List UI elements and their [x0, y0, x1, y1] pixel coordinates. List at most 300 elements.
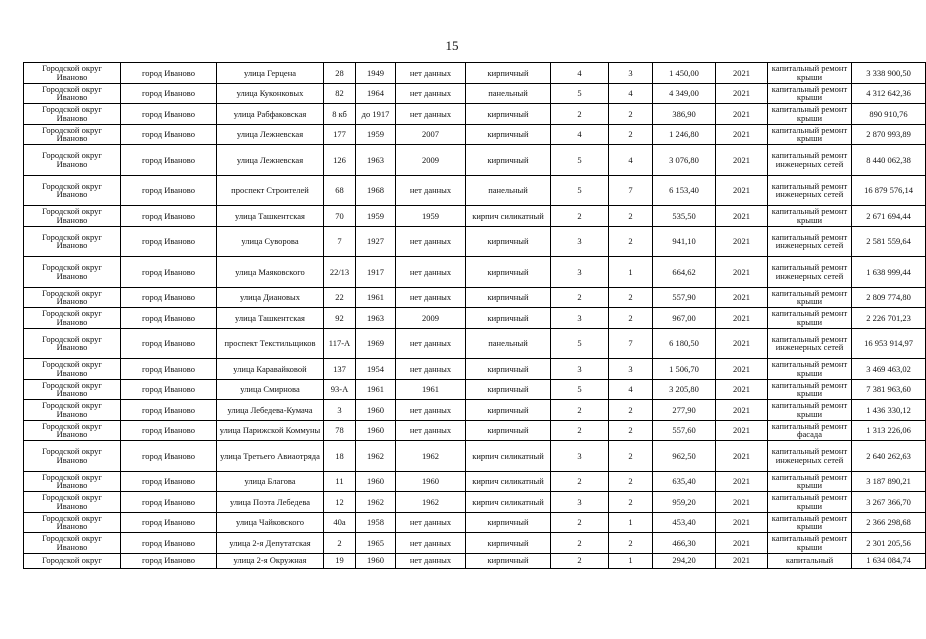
- area-cell: 1 450,00: [653, 63, 716, 84]
- area-cell: 3 205,80: [653, 379, 716, 400]
- street-cell: улица Диановых: [217, 287, 324, 308]
- house-number-cell: 7: [324, 226, 356, 257]
- house-number-cell: 8 кб: [324, 104, 356, 125]
- district-cell: Городской округ Иваново: [24, 420, 121, 441]
- house-number-cell: 70: [324, 206, 356, 227]
- wall-material-cell: кирпичный: [466, 400, 551, 421]
- plan-year-cell: 2021: [716, 533, 768, 554]
- city-cell: город Иваново: [121, 63, 217, 84]
- cost-cell: 2 301 205,56: [852, 533, 926, 554]
- district-cell: Городской округ Иваново: [24, 379, 121, 400]
- area-cell: 962,50: [653, 441, 716, 472]
- year-renovated-cell: 2007: [396, 124, 466, 145]
- street-cell: улица Лежневская: [217, 145, 324, 176]
- floors-cell: 5: [551, 175, 609, 206]
- wall-material-cell: кирпичный: [466, 379, 551, 400]
- year-built-cell: 1961: [356, 287, 396, 308]
- city-cell: город Иваново: [121, 379, 217, 400]
- table-row: [24, 63, 926, 84]
- house-number-cell: 78: [324, 420, 356, 441]
- plan-year-cell: 2021: [716, 400, 768, 421]
- work-type-cell: капитальный ремонт крыши: [768, 63, 852, 84]
- wall-material-cell: кирпичный: [466, 287, 551, 308]
- work-type-cell: капитальный ремонт инженерных сетей: [768, 226, 852, 257]
- entrances-cell: 2: [609, 308, 653, 329]
- year-renovated-cell: нет данных: [396, 175, 466, 206]
- house-number-cell: 137: [324, 359, 356, 380]
- street-cell: проспект Строителей: [217, 175, 324, 206]
- district-cell: Городской округ Иваново: [24, 124, 121, 145]
- wall-material-cell: кирпичный: [466, 512, 551, 533]
- wall-material-cell: кирпичный: [466, 257, 551, 288]
- house-number-cell: 93-А: [324, 379, 356, 400]
- year-built-cell: 1962: [356, 492, 396, 513]
- table-row: [24, 512, 926, 533]
- house-number-cell: 126: [324, 145, 356, 176]
- area-cell: 959,20: [653, 492, 716, 513]
- entrances-cell: 2: [609, 533, 653, 554]
- table-row: [24, 104, 926, 125]
- year-renovated-cell: нет данных: [396, 226, 466, 257]
- entrances-cell: 3: [609, 359, 653, 380]
- house-number-cell: 18: [324, 441, 356, 472]
- area-cell: 557,90: [653, 287, 716, 308]
- cost-cell: 2 640 262,63: [852, 441, 926, 472]
- house-number-cell: 2: [324, 533, 356, 554]
- city-cell: город Иваново: [121, 492, 217, 513]
- cost-cell: 4 312 642,36: [852, 83, 926, 104]
- table-row: [24, 379, 926, 400]
- plan-year-cell: 2021: [716, 83, 768, 104]
- work-type-cell: капитальный ремонт крыши: [768, 512, 852, 533]
- city-cell: город Иваново: [121, 553, 217, 568]
- house-number-cell: 92: [324, 308, 356, 329]
- area-cell: 3 076,80: [653, 145, 716, 176]
- wall-material-cell: панельный: [466, 328, 551, 359]
- year-built-cell: 1961: [356, 379, 396, 400]
- area-cell: 6 153,40: [653, 175, 716, 206]
- plan-year-cell: 2021: [716, 104, 768, 125]
- street-cell: улица Парижской Коммуны: [217, 420, 324, 441]
- street-cell: проспект Текстильщиков: [217, 328, 324, 359]
- house-number-cell: 40а: [324, 512, 356, 533]
- year-built-cell: 1962: [356, 441, 396, 472]
- work-type-cell: капитальный ремонт крыши: [768, 83, 852, 104]
- entrances-cell: 2: [609, 400, 653, 421]
- area-cell: 4 349,00: [653, 83, 716, 104]
- plan-year-cell: 2021: [716, 63, 768, 84]
- cost-cell: 2 870 993,89: [852, 124, 926, 145]
- city-cell: город Иваново: [121, 441, 217, 472]
- year-built-cell: 1954: [356, 359, 396, 380]
- city-cell: город Иваново: [121, 328, 217, 359]
- floors-cell: 3: [551, 359, 609, 380]
- year-built-cell: 1960: [356, 553, 396, 568]
- district-cell: Городской округ Иваново: [24, 257, 121, 288]
- street-cell: улица Лежневская: [217, 124, 324, 145]
- year-renovated-cell: нет данных: [396, 400, 466, 421]
- page-number: 15: [445, 38, 459, 53]
- area-cell: 294,20: [653, 553, 716, 568]
- house-number-cell: 68: [324, 175, 356, 206]
- work-type-cell: капитальный ремонт крыши: [768, 471, 852, 492]
- work-type-cell: капитальный ремонт крыши: [768, 287, 852, 308]
- house-number-cell: 117-А: [324, 328, 356, 359]
- table-row: [24, 441, 926, 472]
- cost-cell: 890 910,76: [852, 104, 926, 125]
- year-renovated-cell: нет данных: [396, 104, 466, 125]
- street-cell: улица Смирнова: [217, 379, 324, 400]
- area-cell: 386,90: [653, 104, 716, 125]
- wall-material-cell: кирпич силикатный: [466, 471, 551, 492]
- year-renovated-cell: 1961: [396, 379, 466, 400]
- work-type-cell: капитальный ремонт крыши: [768, 359, 852, 380]
- cost-cell: 16 879 576,14: [852, 175, 926, 206]
- entrances-cell: 2: [609, 124, 653, 145]
- year-built-cell: 1959: [356, 124, 396, 145]
- table-row: [24, 328, 926, 359]
- floors-cell: 2: [551, 533, 609, 554]
- area-cell: 1 246,80: [653, 124, 716, 145]
- plan-year-cell: 2021: [716, 512, 768, 533]
- cost-cell: 7 381 963,60: [852, 379, 926, 400]
- city-cell: город Иваново: [121, 359, 217, 380]
- work-type-cell: капитальный ремонт инженерных сетей: [768, 175, 852, 206]
- district-cell: Городской округ Иваново: [24, 83, 121, 104]
- house-number-cell: 22/13: [324, 257, 356, 288]
- street-cell: улица Ташкентская: [217, 308, 324, 329]
- plan-year-cell: 2021: [716, 257, 768, 288]
- street-cell: улица Герцена: [217, 63, 324, 84]
- cost-cell: 3 187 890,21: [852, 471, 926, 492]
- street-cell: улица Ташкентская: [217, 206, 324, 227]
- year-built-cell: 1963: [356, 308, 396, 329]
- floors-cell: 2: [551, 206, 609, 227]
- wall-material-cell: кирпичный: [466, 359, 551, 380]
- floors-cell: 3: [551, 492, 609, 513]
- district-cell: Городской округ Иваново: [24, 441, 121, 472]
- entrances-cell: 2: [609, 471, 653, 492]
- district-cell: Городской округ Иваново: [24, 104, 121, 125]
- floors-cell: 5: [551, 328, 609, 359]
- wall-material-cell: кирпич силикатный: [466, 206, 551, 227]
- plan-year-cell: 2021: [716, 328, 768, 359]
- floors-cell: 3: [551, 226, 609, 257]
- plan-year-cell: 2021: [716, 379, 768, 400]
- cost-cell: 1 436 330,12: [852, 400, 926, 421]
- work-type-cell: капитальный ремонт крыши: [768, 308, 852, 329]
- plan-year-cell: 2021: [716, 287, 768, 308]
- street-cell: улица Маяковского: [217, 257, 324, 288]
- wall-material-cell: кирпичный: [466, 104, 551, 125]
- table-row: [24, 175, 926, 206]
- house-number-cell: 28: [324, 63, 356, 84]
- floors-cell: 2: [551, 400, 609, 421]
- table-row: [24, 400, 926, 421]
- work-type-cell: капитальный ремонт крыши: [768, 400, 852, 421]
- plan-year-cell: 2021: [716, 441, 768, 472]
- district-cell: Городской округ Иваново: [24, 308, 121, 329]
- entrances-cell: 2: [609, 104, 653, 125]
- floors-cell: 3: [551, 308, 609, 329]
- city-cell: город Иваново: [121, 533, 217, 554]
- city-cell: город Иваново: [121, 400, 217, 421]
- year-renovated-cell: нет данных: [396, 420, 466, 441]
- area-cell: 1 506,70: [653, 359, 716, 380]
- year-renovated-cell: нет данных: [396, 257, 466, 288]
- work-type-cell: капитальный ремонт крыши: [768, 124, 852, 145]
- district-cell: Городской округ Иваново: [24, 533, 121, 554]
- year-built-cell: 1960: [356, 471, 396, 492]
- work-type-cell: капитальный ремонт крыши: [768, 104, 852, 125]
- house-number-cell: 22: [324, 287, 356, 308]
- table-body: [24, 63, 926, 569]
- wall-material-cell: панельный: [466, 83, 551, 104]
- wall-material-cell: кирпичный: [466, 124, 551, 145]
- plan-year-cell: 2021: [716, 124, 768, 145]
- wall-material-cell: кирпич силикатный: [466, 441, 551, 472]
- district-cell: Городской округ Иваново: [24, 145, 121, 176]
- table-row: [24, 287, 926, 308]
- year-renovated-cell: нет данных: [396, 512, 466, 533]
- table-row: [24, 533, 926, 554]
- city-cell: город Иваново: [121, 471, 217, 492]
- table-row: [24, 420, 926, 441]
- year-renovated-cell: нет данных: [396, 533, 466, 554]
- entrances-cell: 2: [609, 420, 653, 441]
- cost-cell: 1 634 084,74: [852, 553, 926, 568]
- city-cell: город Иваново: [121, 104, 217, 125]
- work-type-cell: капитальный ремонт крыши: [768, 206, 852, 227]
- street-cell: улица Благова: [217, 471, 324, 492]
- floors-cell: 4: [551, 124, 609, 145]
- year-built-cell: 1927: [356, 226, 396, 257]
- work-type-cell: капитальный ремонт инженерных сетей: [768, 145, 852, 176]
- street-cell: улица Каравайковой: [217, 359, 324, 380]
- floors-cell: 2: [551, 104, 609, 125]
- entrances-cell: 2: [609, 206, 653, 227]
- plan-year-cell: 2021: [716, 553, 768, 568]
- work-type-cell: капитальный ремонт инженерных сетей: [768, 441, 852, 472]
- street-cell: улица Лебедева-Кумача: [217, 400, 324, 421]
- cost-cell: 1 313 226,06: [852, 420, 926, 441]
- area-cell: 6 180,50: [653, 328, 716, 359]
- year-built-cell: 1960: [356, 400, 396, 421]
- plan-year-cell: 2021: [716, 145, 768, 176]
- wall-material-cell: кирпичный: [466, 420, 551, 441]
- area-cell: 557,60: [653, 420, 716, 441]
- year-built-cell: 1964: [356, 83, 396, 104]
- city-cell: город Иваново: [121, 420, 217, 441]
- entrances-cell: 1: [609, 553, 653, 568]
- entrances-cell: 1: [609, 257, 653, 288]
- house-number-cell: 177: [324, 124, 356, 145]
- wall-material-cell: кирпичный: [466, 553, 551, 568]
- table-row: [24, 226, 926, 257]
- floors-cell: 2: [551, 287, 609, 308]
- year-renovated-cell: нет данных: [396, 287, 466, 308]
- floors-cell: 2: [551, 420, 609, 441]
- cost-cell: 2 226 701,23: [852, 308, 926, 329]
- area-cell: 277,90: [653, 400, 716, 421]
- wall-material-cell: кирпичный: [466, 533, 551, 554]
- plan-year-cell: 2021: [716, 420, 768, 441]
- table-row: [24, 206, 926, 227]
- entrances-cell: 4: [609, 379, 653, 400]
- entrances-cell: 2: [609, 492, 653, 513]
- city-cell: город Иваново: [121, 124, 217, 145]
- floors-cell: 3: [551, 257, 609, 288]
- year-renovated-cell: нет данных: [396, 553, 466, 568]
- year-built-cell: 1917: [356, 257, 396, 288]
- work-type-cell: капитальный ремонт крыши: [768, 379, 852, 400]
- plan-year-cell: 2021: [716, 492, 768, 513]
- area-cell: 967,00: [653, 308, 716, 329]
- city-cell: город Иваново: [121, 512, 217, 533]
- district-cell: Городской округ Иваново: [24, 328, 121, 359]
- wall-material-cell: панельный: [466, 175, 551, 206]
- work-type-cell: капитальный ремонт инженерных сетей: [768, 257, 852, 288]
- cost-cell: 3 338 900,50: [852, 63, 926, 84]
- work-type-cell: капитальный: [768, 553, 852, 568]
- area-cell: 535,50: [653, 206, 716, 227]
- district-cell: Городской округ Иваново: [24, 512, 121, 533]
- table-row: [24, 308, 926, 329]
- wall-material-cell: кирпич силикатный: [466, 492, 551, 513]
- cost-cell: 3 469 463,02: [852, 359, 926, 380]
- floors-cell: 2: [551, 553, 609, 568]
- plan-year-cell: 2021: [716, 175, 768, 206]
- district-cell: Городской округ Иваново: [24, 492, 121, 513]
- entrances-cell: 2: [609, 441, 653, 472]
- work-type-cell: капитальный ремонт крыши: [768, 533, 852, 554]
- street-cell: улица Суворова: [217, 226, 324, 257]
- street-cell: улица Чайковского: [217, 512, 324, 533]
- plan-year-cell: 2021: [716, 471, 768, 492]
- floors-cell: 3: [551, 441, 609, 472]
- housing-registry-table: [23, 62, 926, 569]
- cost-cell: 1 638 999,44: [852, 257, 926, 288]
- district-cell: Городской округ Иваново: [24, 287, 121, 308]
- street-cell: улица Рабфаковская: [217, 104, 324, 125]
- city-cell: город Иваново: [121, 175, 217, 206]
- entrances-cell: 4: [609, 145, 653, 176]
- house-number-cell: 19: [324, 553, 356, 568]
- year-renovated-cell: 1962: [396, 492, 466, 513]
- wall-material-cell: кирпичный: [466, 308, 551, 329]
- entrances-cell: 7: [609, 328, 653, 359]
- year-renovated-cell: 1962: [396, 441, 466, 472]
- city-cell: город Иваново: [121, 226, 217, 257]
- district-cell: Городской округ Иваново: [24, 359, 121, 380]
- year-renovated-cell: нет данных: [396, 328, 466, 359]
- street-cell: улица Куконковых: [217, 83, 324, 104]
- cost-cell: 16 953 914,97: [852, 328, 926, 359]
- area-cell: 466,30: [653, 533, 716, 554]
- district-cell: Городской округ Иваново: [24, 400, 121, 421]
- street-cell: улица Поэта Лебедева: [217, 492, 324, 513]
- table-row: [24, 124, 926, 145]
- plan-year-cell: 2021: [716, 226, 768, 257]
- floors-cell: 5: [551, 379, 609, 400]
- floors-cell: 2: [551, 512, 609, 533]
- city-cell: город Иваново: [121, 206, 217, 227]
- entrances-cell: 2: [609, 287, 653, 308]
- district-cell: Городской округ Иваново: [24, 175, 121, 206]
- year-renovated-cell: 1959: [396, 206, 466, 227]
- house-number-cell: 11: [324, 471, 356, 492]
- entrances-cell: 3: [609, 63, 653, 84]
- wall-material-cell: кирпичный: [466, 226, 551, 257]
- table-row: [24, 359, 926, 380]
- year-built-cell: 1963: [356, 145, 396, 176]
- cost-cell: 2 671 694,44: [852, 206, 926, 227]
- cost-cell: 2 366 298,68: [852, 512, 926, 533]
- city-cell: город Иваново: [121, 287, 217, 308]
- district-cell: Городской округ Иваново: [24, 471, 121, 492]
- wall-material-cell: кирпичный: [466, 63, 551, 84]
- year-built-cell: 1965: [356, 533, 396, 554]
- year-built-cell: 1959: [356, 206, 396, 227]
- district-cell: Городской округ Иваново: [24, 226, 121, 257]
- entrances-cell: 4: [609, 83, 653, 104]
- street-cell: улица 2-я Депутатская: [217, 533, 324, 554]
- entrances-cell: 2: [609, 226, 653, 257]
- entrances-cell: 7: [609, 175, 653, 206]
- work-type-cell: капитальный ремонт крыши: [768, 492, 852, 513]
- work-type-cell: капитальный ремонт фасада: [768, 420, 852, 441]
- year-built-cell: до 1917: [356, 104, 396, 125]
- cost-cell: 3 267 366,70: [852, 492, 926, 513]
- area-cell: 635,40: [653, 471, 716, 492]
- floors-cell: 5: [551, 145, 609, 176]
- street-cell: улица Третьего Авиаотряда: [217, 441, 324, 472]
- plan-year-cell: 2021: [716, 308, 768, 329]
- year-built-cell: 1960: [356, 420, 396, 441]
- table-row: [24, 471, 926, 492]
- table-row: [24, 83, 926, 104]
- area-cell: 453,40: [653, 512, 716, 533]
- table-row: [24, 257, 926, 288]
- city-cell: город Иваново: [121, 257, 217, 288]
- district-cell: Городской округ Иваново: [24, 63, 121, 84]
- city-cell: город Иваново: [121, 145, 217, 176]
- plan-year-cell: 2021: [716, 206, 768, 227]
- table-row: [24, 492, 926, 513]
- cost-cell: 8 440 062,38: [852, 145, 926, 176]
- floors-cell: 4: [551, 63, 609, 84]
- floors-cell: 5: [551, 83, 609, 104]
- city-cell: город Иваново: [121, 83, 217, 104]
- table-row: [24, 145, 926, 176]
- district-cell: Городской округ: [24, 553, 121, 568]
- entrances-cell: 1: [609, 512, 653, 533]
- cost-cell: 2 581 559,64: [852, 226, 926, 257]
- year-built-cell: 1968: [356, 175, 396, 206]
- street-cell: улица 2-я Окружная: [217, 553, 324, 568]
- work-type-cell: капитальный ремонт инженерных сетей: [768, 328, 852, 359]
- area-cell: 664,62: [653, 257, 716, 288]
- year-built-cell: 1958: [356, 512, 396, 533]
- year-built-cell: 1949: [356, 63, 396, 84]
- house-number-cell: 12: [324, 492, 356, 513]
- year-built-cell: 1969: [356, 328, 396, 359]
- year-renovated-cell: нет данных: [396, 83, 466, 104]
- house-number-cell: 3: [324, 400, 356, 421]
- table-row: [24, 553, 926, 568]
- cost-cell: 2 809 774,80: [852, 287, 926, 308]
- district-cell: Городской округ Иваново: [24, 206, 121, 227]
